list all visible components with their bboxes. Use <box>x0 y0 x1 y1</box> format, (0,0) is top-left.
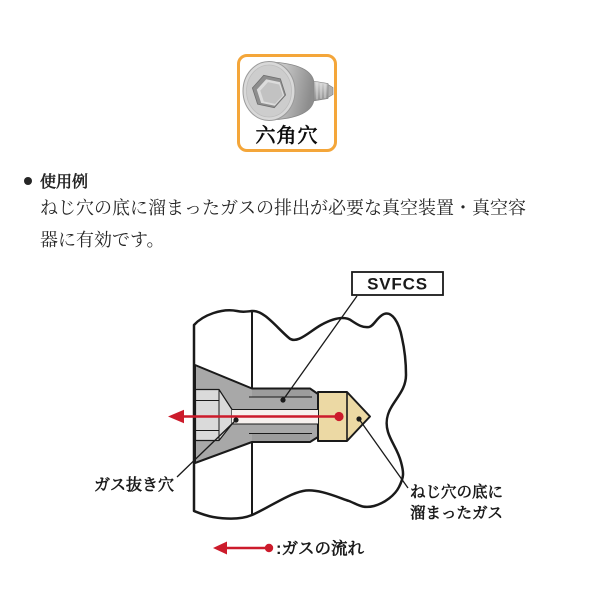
vent-hole-leader-dot <box>233 417 238 422</box>
product-photo-card <box>237 54 337 152</box>
gas-flow-origin-dot <box>334 412 343 421</box>
usage-body-line1: ねじ穴の底に溜まったガスの排出が必要な真空装置・真空容 <box>40 198 526 218</box>
legend-arrowhead <box>213 542 227 555</box>
hex-socket-screw-photo <box>241 59 334 123</box>
hex-socket-caption: 六角穴 <box>255 125 319 147</box>
trapped-gas-leader-dot <box>356 416 361 421</box>
vent-hole-label: ガス抜き穴 <box>93 477 174 494</box>
part-label-leader-dot <box>280 397 285 402</box>
thread-band-top <box>252 390 310 397</box>
screw-shank <box>313 81 333 101</box>
usage-heading <box>24 169 88 192</box>
gas-flow-arrowhead <box>168 410 184 423</box>
part-label: SVFCS <box>367 274 428 294</box>
usage-heading-label: 使用例 <box>40 174 89 191</box>
legend-label: :ガスの流れ <box>276 540 364 558</box>
thread-band-bottom <box>252 434 310 441</box>
legend-arrow-dot <box>265 544 273 552</box>
usage-body-line2: 器に有効です。 <box>40 230 165 250</box>
bullet-icon <box>24 177 32 185</box>
trapped-gas-label-line1: ねじ穴の底に <box>410 484 504 501</box>
trapped-gas-label-line2: 溜まったガス <box>410 505 504 522</box>
